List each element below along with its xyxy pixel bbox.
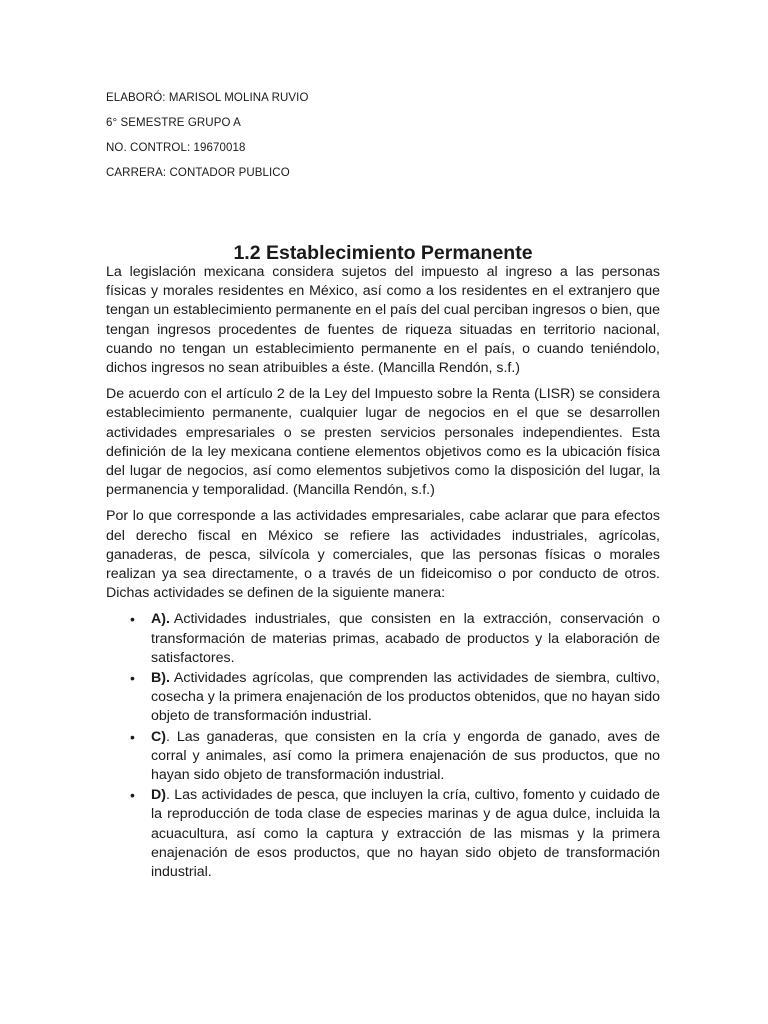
item-text: . Las ganaderas, que consisten en la cría y engorda de ganado, aves de corral y animales, así como la primera enajenación de sus productos, que no hayan sido objeto de transformación industrial. xyxy=(151,728,660,784)
control-number-line: NO. CONTROL: 19670018 xyxy=(106,142,246,154)
item-label: D) xyxy=(151,787,166,804)
paragraph: La legislación mexicana considera sujetos del impuesto al ingreso a las personas físicas y morales residentes en México, así como a los residentes en el extranjero que tengan un establecimiento permanente en el país del cual perciban ingresos o bien, que tengan ingresos procedentes de fuentes de riqueza situadas en territorio nacional, cuando no tengan un establecimiento permanente en el país, o cuando teniéndolo, dichos ingresos no sean atribuibles a éste. (Mancilla Rendón, s.f.) xyxy=(106,264,660,377)
list-item xyxy=(106,786,660,882)
item-label: A). xyxy=(151,611,170,628)
paragraph: Por lo que corresponde a las actividades empresariales, cabe aclarar que para efectos del derecho fiscal en México se refiere las actividades industriales, agrícolas, ganaderas, de pesca, silvícola y comerciales, que las personas físicas o morales realizan ya sea directamente, o a través de un fideicomiso o por conducto de otros. Dichas actividades se definen de la siguiente manera: xyxy=(106,508,660,602)
item-label: B). xyxy=(151,670,170,687)
bullet-icon: • xyxy=(130,670,135,687)
list-item xyxy=(106,728,660,786)
item-text: . Las actividades de pesca, que incluyen la cría, cultivo, fomento y cuidado de la reproducción de toda clase de especies marinas y de agua dulce, incluida la acuacultura, así como la captura y extracción de las mismas y la primera enajenación de esos productos, que no hayan sido objeto de transformación industrial. xyxy=(151,787,660,881)
bullet-icon: • xyxy=(130,787,135,804)
document-body xyxy=(106,263,660,883)
paragraph: De acuerdo con el artículo 2 de la Ley del Impuesto sobre la Renta (LISR) se considera establecimiento permanente, cualquier lugar de negocios en el que se desarrollen actividades empresariales o se presten servicios personales independientes. Esta definición de la ley mexicana contiene elementos objetivos como es la ubicación física del lugar de negocios, así como elementos subjetivos como la disposición del lugar, la permanencia y temporalidad. (Mancilla Rendón, s.f.) xyxy=(106,386,660,499)
career-line: CARRERA: CONTADOR PUBLICO xyxy=(106,167,290,179)
activity-list xyxy=(106,610,660,882)
bullet-icon: • xyxy=(130,728,135,745)
item-text: Actividades agrícolas, que comprenden las actividades de siembra, cultivo, cosecha y la primera enajenación de los productos obtenidos, que no hayan sido objeto de transformación industrial. xyxy=(151,670,660,725)
section-title: 1.2 Establecimiento Permanente xyxy=(233,242,533,265)
bullet-icon: • xyxy=(130,611,135,628)
semester-line: 6° SEMESTRE GRUPO A xyxy=(106,117,241,129)
item-text: Actividades industriales, que consisten en la extracción, conservación o transformación de materias primas, acabado de productos y la elaboración de satisfactores. xyxy=(151,611,660,666)
author-header xyxy=(106,90,666,190)
item-label: C) xyxy=(151,728,166,745)
author-line: ELABORÓ: MARISOL MOLINA RUVIO xyxy=(106,92,309,104)
list-item xyxy=(106,610,660,668)
list-item xyxy=(106,669,660,727)
